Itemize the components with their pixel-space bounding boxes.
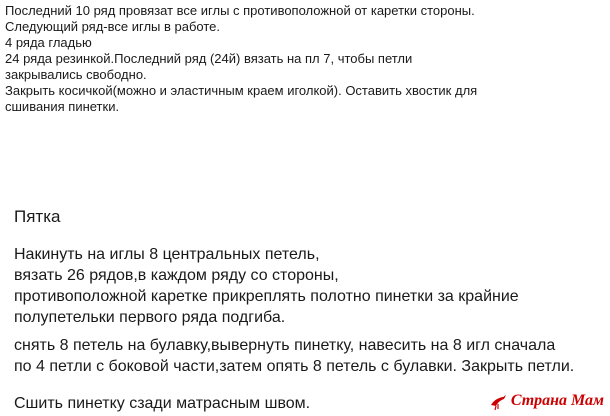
paragraph-line: полупетельки первого ряда подгиба. <box>14 309 286 326</box>
paragraph-line: Накинуть на иглы 8 центральных петель, <box>14 246 320 263</box>
heel-paragraph-1 <box>14 244 604 328</box>
intro-text-block <box>5 3 605 115</box>
intro-line: Следующий ряд-все иглы в работе. <box>5 19 221 34</box>
intro-line: закрывались свободно. <box>5 67 147 82</box>
intro-line: 24 ряда резинкой.Последний ряд (24й) вязать на пл 7, чтобы петли <box>5 51 413 66</box>
intro-line: Закрыть косичкой(можно и эластичным краем иголкой). Оставить хвостик для <box>5 83 478 98</box>
section-title-heel: Пятка <box>14 207 61 226</box>
heel-paragraph-2 <box>14 335 604 377</box>
paragraph-line: по 4 петли с боковой части,затем опять 8 петель с булавки. Закрыть петли. <box>14 358 575 375</box>
intro-line: 4 ряда гладью <box>5 35 92 50</box>
paragraph-line: вязать 26 рядов,в каждом ряду со стороны, <box>14 267 339 284</box>
intro-line: сшивания пинетки. <box>5 99 120 114</box>
stork-icon <box>488 391 508 411</box>
watermark-text: Страна Мам <box>510 392 604 409</box>
paragraph-line: снять 8 петель на булавку,вывернуть пинетку, навесить на 8 игл сначала <box>14 337 556 354</box>
paragraph-line: Сшить пинетку сзади матрасным швом. <box>14 395 311 412</box>
site-watermark <box>488 391 604 411</box>
intro-line: Последний 10 ряд провязат все иглы с противоположной от каретки стороны. <box>5 3 475 18</box>
paragraph-line: противоположной каретке прикреплять полотно пинетки за крайние <box>14 288 519 305</box>
